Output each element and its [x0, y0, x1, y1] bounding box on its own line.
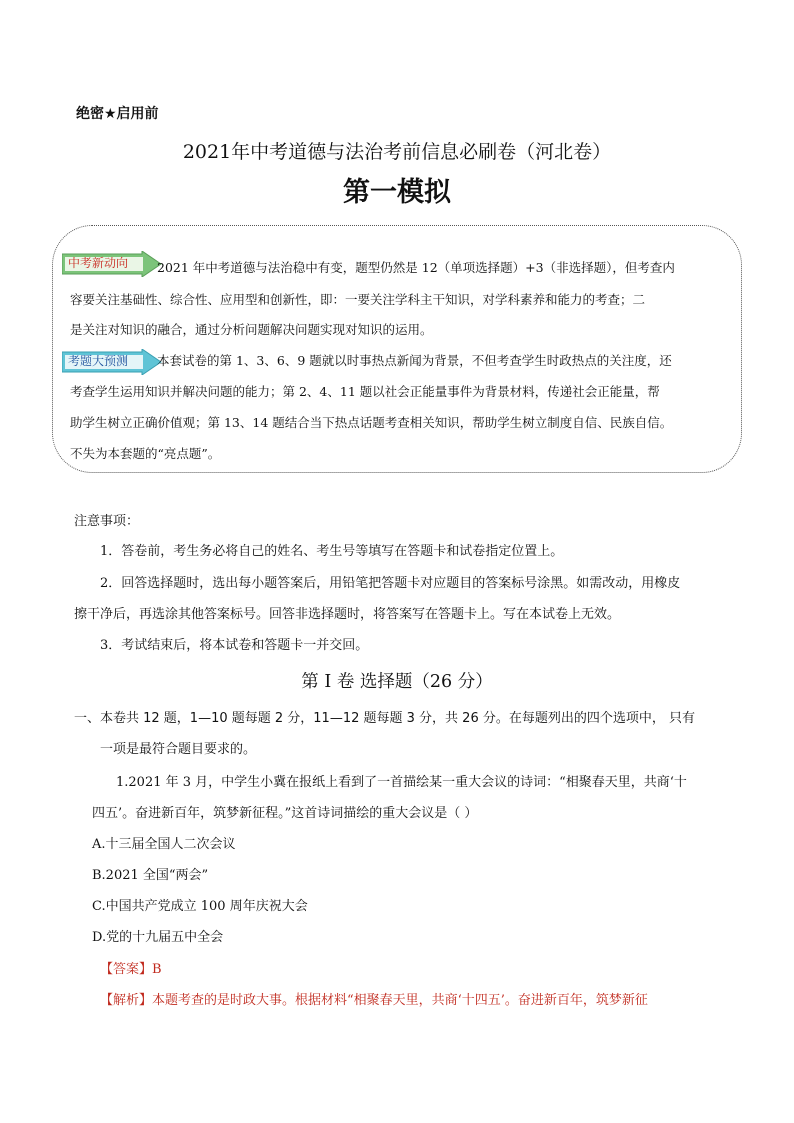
section-title: 第 I 卷 选择题（26 分）: [301, 672, 493, 692]
analysis-text: 本题考查的是时政大事。根据材料“相聚春天里，共商‘十四五’。奋进新百年，筑梦新征: [152, 993, 648, 1008]
answer-value: B: [152, 962, 162, 977]
answer-line: [100, 958, 162, 977]
section-instruction-2: 一项是最符合题目要求的。: [100, 742, 257, 757]
info-line-3: 是关注对知识的融合，通过分析问题解决问题实现对知识的运用。: [70, 322, 433, 337]
question-1-stem-line-2: 四五’。奋进新百年，筑梦新征程。”这首诗词描绘的重大会议是（ ）: [92, 806, 478, 821]
question-1-stem-line-1: 1.2021 年 3 月，中学生小冀在报纸上看到了一首描绘某一重大会议的诗词：“相聚春天里，共商‘十: [116, 775, 687, 790]
note-item-1: 1．答卷前，考生务必将自己的姓名、考生号等填写在答题卡和试卷指定位置上。: [100, 544, 564, 559]
tag-exam-trend: [62, 251, 162, 275]
info-line-6: 助学生树立正确价值观；第 13、14 题结合当下热点话题考查相关知识，帮助学生树立制度自信、民族自信。: [70, 415, 673, 430]
note-item-3: 3．考试结束后，将本试卷和答题卡一并交回。: [100, 638, 369, 653]
info-line-4: 本套试卷的第 1、3、6、9 题就以时事热点新闻为背景，不但考查学生时政热点的关注度，还: [157, 353, 672, 368]
secret-label: 绝密★启用前: [76, 106, 159, 122]
section-instruction-1: 一、本卷共 12 题，1—10 题每题 2 分，11—12 题每题 3 分，共 26 分。在每题列出的四个选项中， 只有: [74, 711, 695, 726]
analysis-label: 【解析】: [100, 993, 153, 1008]
tag-question-forecast-label: 考题大预测: [68, 354, 129, 368]
answer-label: 【答案】: [100, 962, 153, 977]
option-a: A.十三届全国人二次会议: [92, 837, 236, 852]
option-b: B.2021 全国“两会”: [92, 868, 209, 883]
note-item-2: 2．回答选择题时，选出每小题答案后，用铅笔把答题卡对应题目的答案标号涂黑。如需改动，用橡皮: [100, 576, 681, 591]
info-line-1: 2021 年中考道德与法治稳中有变，题型仍然是 12（单项选择题）+3（非选择题），但考查内: [157, 260, 675, 275]
info-line-7: 不失为本套题的“亮点题”。: [70, 446, 221, 461]
info-line-2: 容要关注基础性、综合性、应用型和创新性，即：一要关注学科主干知识，对学科素养和能力的考查；二: [70, 292, 646, 307]
option-d: D.党的十九届五中全会: [92, 930, 224, 945]
option-c: C.中国共产党成立 100 周年庆祝大会: [92, 899, 308, 914]
tag-exam-trend-label: 中考新动向: [68, 256, 129, 270]
exam-subtitle: 第一模拟: [343, 177, 451, 208]
notes-heading: 注意事项：: [74, 514, 140, 529]
analysis-line: [100, 989, 648, 1008]
exam-title: 2021年中考道德与法治考前信息必刷卷（河北卷）: [182, 141, 612, 163]
tag-question-forecast: [62, 349, 162, 373]
info-line-5: 考查学生运用知识并解决问题的能力；第 2、4、11 题以社会正能量事件为背景材料，传递社会正能量，帮: [70, 384, 660, 399]
note-item-2-cont: 擦干净后，再选涂其他答案标号。回答非选择题时，将答案写在答题卡上。写在本试卷上无效。: [74, 607, 621, 622]
